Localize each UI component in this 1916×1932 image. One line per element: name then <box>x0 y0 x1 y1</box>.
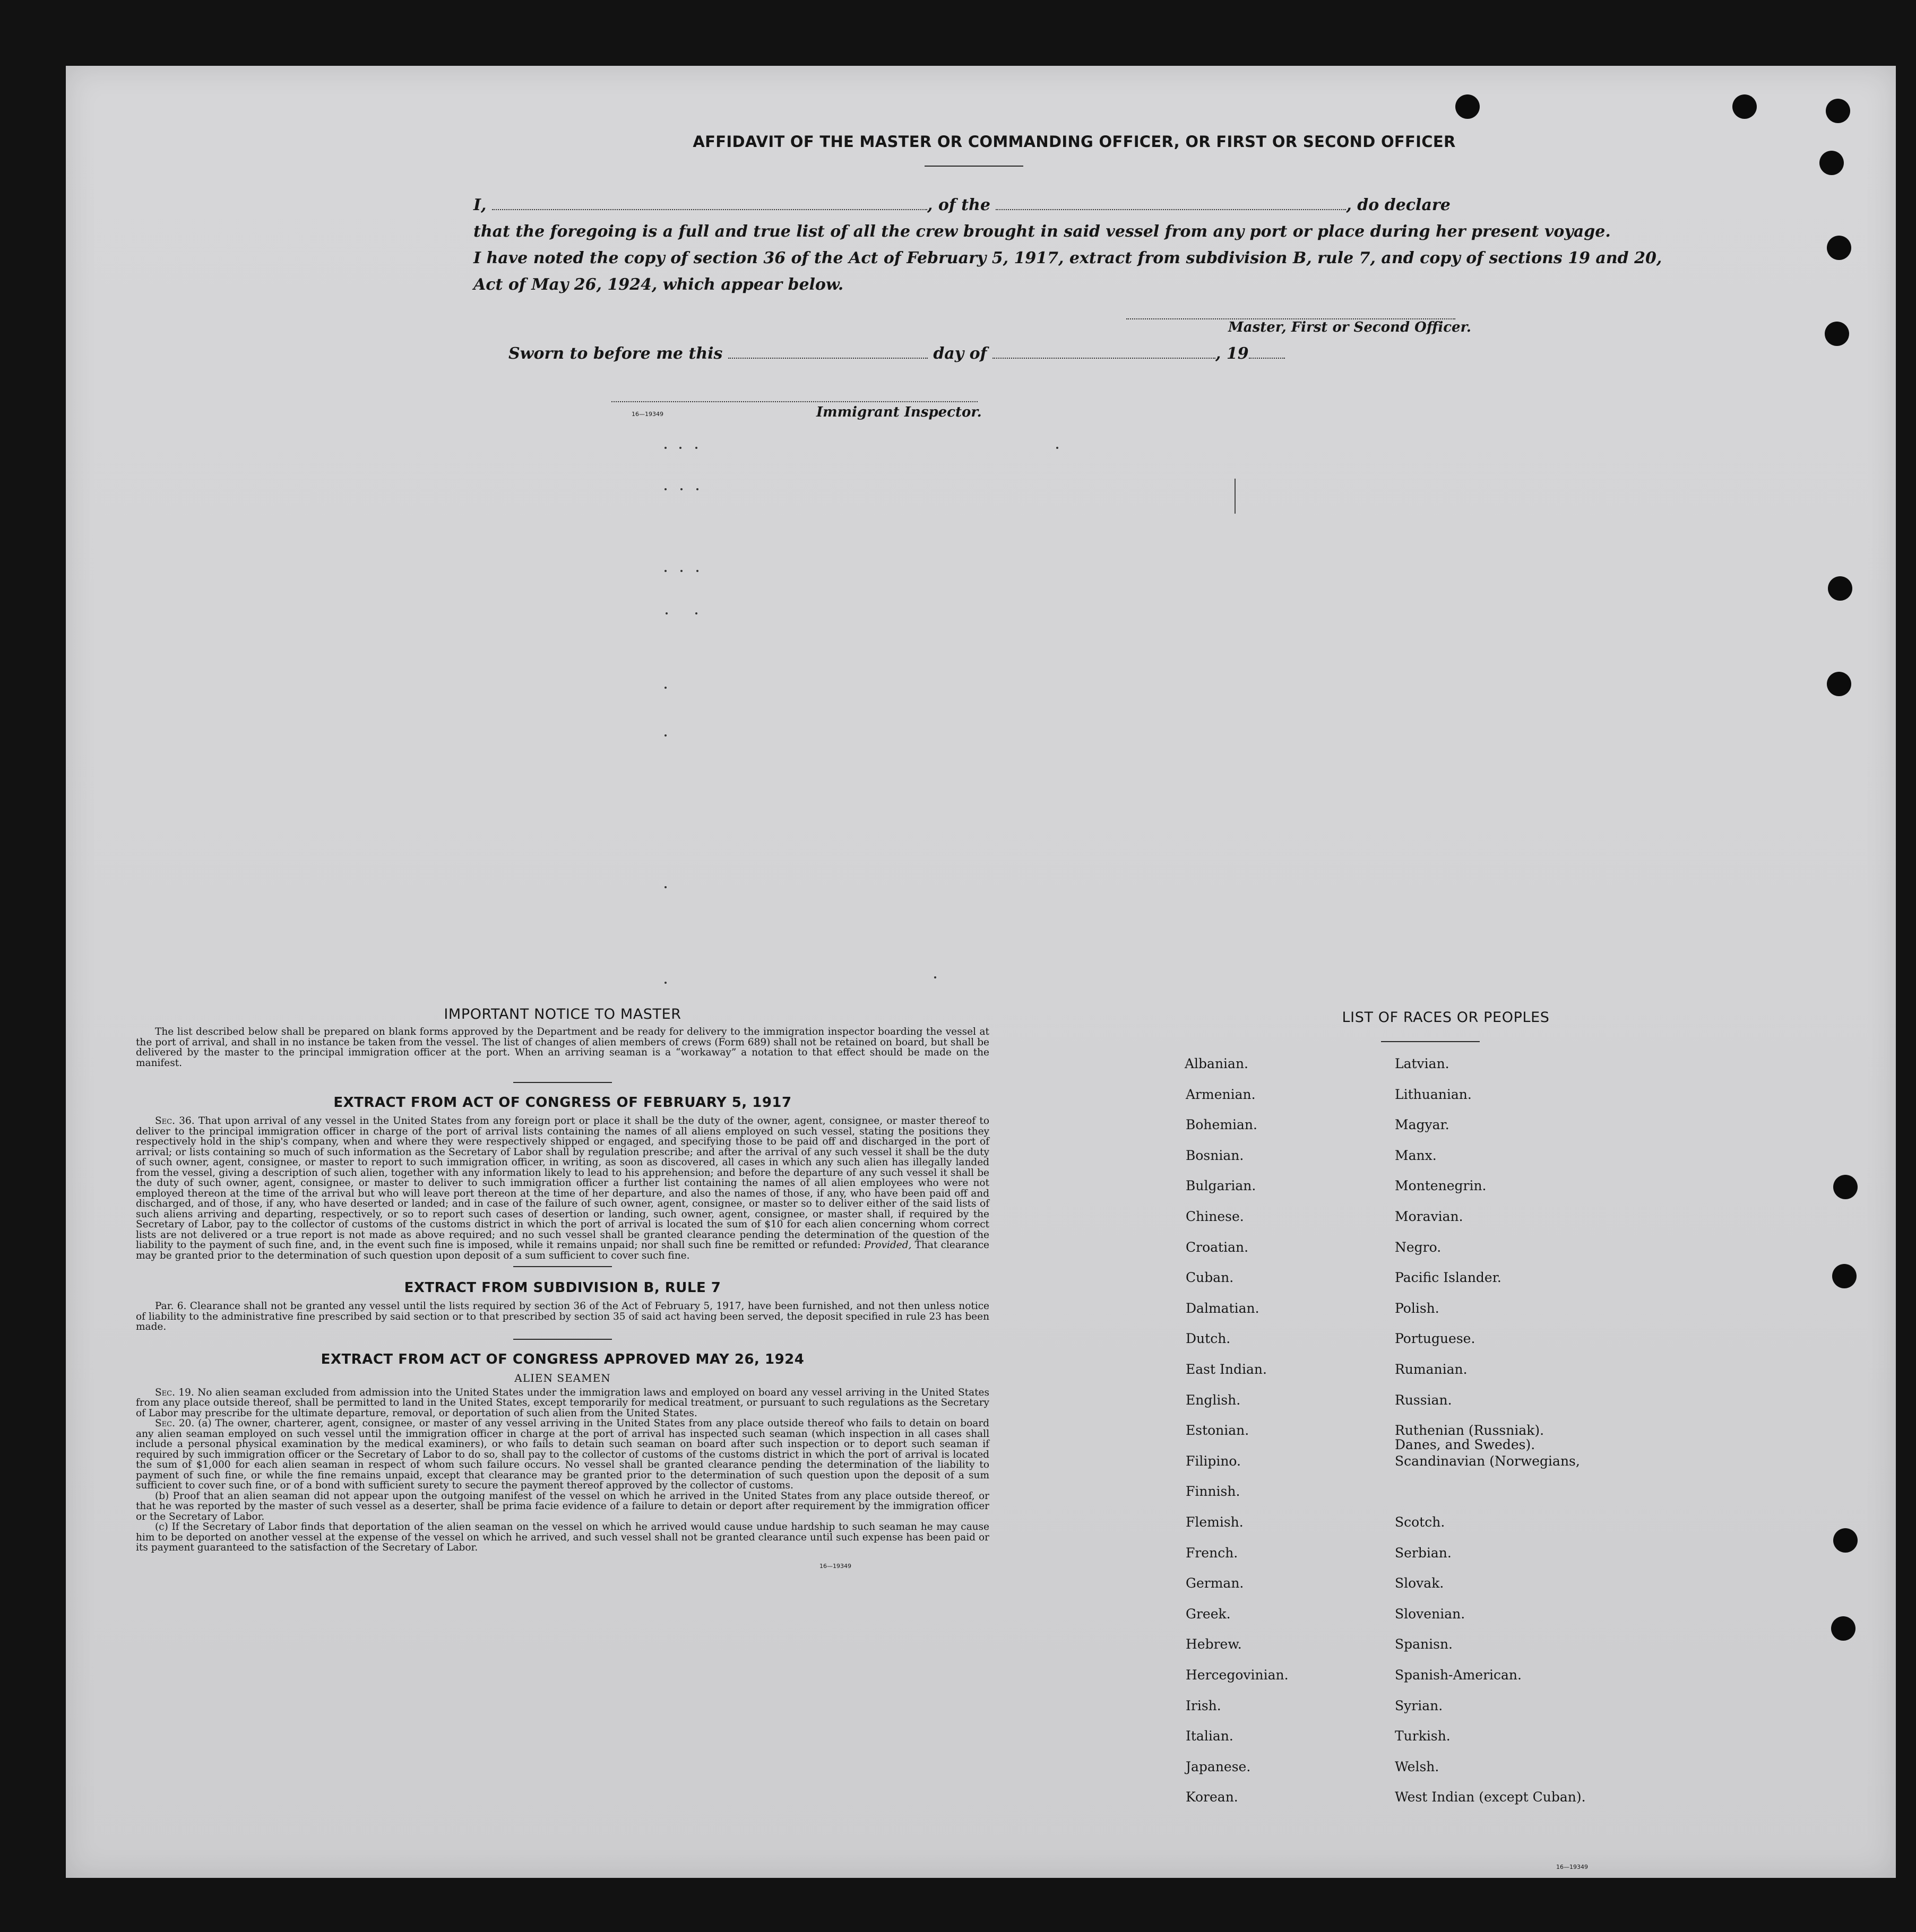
races-list <box>1185 1056 1715 1884</box>
punch-hole <box>1831 1616 1855 1641</box>
document-page <box>66 66 1896 1878</box>
left-column <box>136 1006 989 1570</box>
sec20a-text <box>136 1418 989 1491</box>
notice-title: IMPORTANT NOTICE TO MASTER <box>444 1006 681 1023</box>
race-item: Serbian. <box>1395 1545 1452 1561</box>
sworn-month-field[interactable] <box>992 343 1215 359</box>
divider <box>513 1082 612 1083</box>
extract-rule7-text: Par. 6. Clearance shall not be granted any vessel until the lists required by section 36 of the Act of February 5, 1917, have been furnished, and not then unless notice of liability to the administrative fine prescribed by said section or to that prescribed by section 35 of said act having been served, the deposit specified in rule 23 has been made. <box>136 1301 989 1332</box>
declaration-line-2: that the foregoing is a full and true list of all the crew brought in said vessel from any port or place during her present voyage. <box>473 222 1611 241</box>
race-item: Lithuanian. <box>1395 1087 1472 1102</box>
race-item: Turkish. <box>1395 1728 1451 1744</box>
declaration-line-3: I have noted the copy of section 36 of the Act of February 5, 1917, extract from subdivision B, rule 7, and copy of sections 19 and 20, <box>473 249 1662 267</box>
sec36-text: That upon arrival of any vessel in the United States from any foreign port or place it shall be the duty of the owner, agent, consignee, or master thereof to deliver to the principal immigration officer in charge of the port of arrival lists containing the names of all aliens employed on such vessel, stating the positions they respectively hold in the ship's company, when and where they were respectively shipped or engaged, and specifying those to be paid off and discharged in the port of arrival; or lists containing so much of such information as the Secretary of Labor shall by regulation prescribe; and after the arrival of any such vessel it shall be the duty of such owner, agent, consignee, or master to report to such immigration officer, in writing, as soon as discovered, all cases in which any such alien has illegally landed from the vessel, giving a description of such alien, together with any information likely to lead to his apprehension; and before the departure of any such vessel it shall be the duty of such owner, agent, consignee, or master to deliver to such immigration officer a further list containing the names of all alien employees who were not employed thereon at the time of the arrival but who will leave port thereon at the time of her departure, and also the names of those, if any, who have been paid off and discharged, and of those, if any, who have deserted or landed; and in case of the failure of such owner, agent, consignee, or master so to deliver either of the said lists of such aliens arriving and departing, respectively, or so to report such cases of desertion or landing, such owner, agent, consignee, or master shall, if required by the Secretary of Labor, pay to the collector of customs of the customs district in which the port of arrival is located the sum of $10 for each alien concerning whom correct lists are not delivered or a true report is not made as above required; and no such vessel shall be granted clearance pending the determination of the question of the liability to the payment of such fine, and, in the event such fine is imposed, while it remains unpaid; nor shall such fine be remitted or refunded: <box>136 1115 989 1251</box>
punch-hole <box>1828 576 1852 601</box>
speck <box>664 570 667 572</box>
race-item: Montenegrin. <box>1395 1178 1487 1193</box>
speck <box>680 570 683 572</box>
race-item: Manx. <box>1395 1148 1437 1163</box>
notice-text: The list described below shall be prepared on blank forms approved by the Department and be ready for delivery to the immigration inspector boarding the vessel at the port of arrival, and shall in no instance be taken from the vessel. The list of changes of alien members of crews (Form 689) shall not be retained on board, but shall be delivered by the master to the principal immigration officer at the port. When an arriving seaman is a “workaway” a notation to that effect should be made on the manifest. <box>136 1026 989 1069</box>
speck <box>680 488 683 490</box>
speck <box>696 488 698 490</box>
sworn-label: Sworn to before me this <box>508 344 723 363</box>
race-item: Scotch. <box>1395 1514 1445 1530</box>
race-item: Moravian. <box>1395 1209 1463 1224</box>
race-item: Armenian. <box>1186 1087 1256 1102</box>
sec36-label: Sec. 36. <box>155 1115 195 1127</box>
declaration-line-1 <box>473 192 1556 219</box>
sworn-day-field[interactable] <box>728 343 928 359</box>
speck <box>696 570 698 572</box>
race-item: Spanish-American. <box>1395 1667 1522 1683</box>
race-item: Negro. <box>1395 1240 1442 1255</box>
speck <box>664 886 667 888</box>
extract-1924-subtitle: ALIEN SEAMEN <box>514 1371 611 1384</box>
speck <box>664 687 667 689</box>
punch-hole <box>1827 236 1851 260</box>
race-item: Polish. <box>1395 1301 1439 1316</box>
form-number: 16—19349 <box>1556 1864 1588 1870</box>
title-underline <box>925 166 1023 167</box>
sec20c-text: (c) If the Secretary of Labor finds that deportation of the alien seaman on the vessel on which he arrived would cause undue hardship to such seaman he may cause him to be deported on another vessel at the expense of the vessel on which he arrived, and such vessel shall not be granted clearance until such expense has been paid or its payment guaranteed to the satisfaction of the Secretary of Labor. <box>136 1521 989 1553</box>
form-number: 16—19349 <box>819 1562 851 1570</box>
speck <box>664 488 667 490</box>
race-item: Hercegovinian. <box>1186 1667 1289 1683</box>
race-item: Japanese. <box>1186 1759 1251 1774</box>
race-item: Russian. <box>1395 1392 1452 1408</box>
affidavit-title: AFFIDAVIT OF THE MASTER OR COMMANDING OFFICER, OR FIRST OR SECOND OFFICER <box>693 133 1456 151</box>
punch-hole <box>1819 151 1844 175</box>
speck <box>934 976 936 978</box>
speck <box>679 447 681 449</box>
race-item: Italian. <box>1186 1728 1233 1744</box>
race-item: Finnish. <box>1186 1484 1240 1499</box>
speck <box>695 612 697 614</box>
race-item: Bulgarian. <box>1186 1178 1256 1193</box>
day-of-label: day of <box>933 344 987 363</box>
race-item: Slovak. <box>1395 1575 1444 1591</box>
race-item: Pacific Islander. <box>1395 1270 1501 1285</box>
extract-1917-text <box>136 1116 989 1261</box>
divider <box>513 1339 612 1340</box>
speck <box>1056 447 1058 449</box>
race-item: German. <box>1186 1575 1244 1591</box>
speck <box>664 447 667 449</box>
extract-1917-title: EXTRACT FROM ACT OF CONGRESS OF FEBRUARY 5, 1917 <box>333 1095 792 1111</box>
vessel-field[interactable] <box>996 194 1346 210</box>
of-the-label: , of the <box>927 196 990 214</box>
sec20b-text: (b) Proof that an alien seaman did not appear upon the outgoing manifest of the vessel on which he arrived in the United States from any place outside thereof, or that he was reported by the master of such vessel as a deserter, shall be prima facie evidence of a failure to detain or deport after requirement by the immigration officer or the Secretary of Labor. <box>136 1490 989 1522</box>
inspector-label: Immigrant Inspector. <box>816 404 982 420</box>
extract-rule7-title: EXTRACT FROM SUBDIVISION B, RULE 7 <box>404 1280 721 1296</box>
race-item-continuation: Danes, and Swedes). <box>1395 1437 1535 1452</box>
punch-hole <box>1825 322 1849 346</box>
form-number: 16—19349 <box>632 411 663 418</box>
punch-hole <box>1826 99 1850 123</box>
race-item: Croatian. <box>1186 1240 1249 1255</box>
race-item: Ruthenian (Russniak). <box>1395 1423 1544 1438</box>
race-item: Filipino. <box>1186 1453 1241 1469</box>
race-item: Latvian. <box>1395 1056 1449 1071</box>
speck <box>664 734 667 737</box>
race-item: Flemish. <box>1186 1514 1244 1530</box>
sec36-text-end: That clearance may be granted prior to the determination of such question upon deposit of a sum sufficient to cover such fine. <box>136 1240 990 1261</box>
race-item: English. <box>1186 1392 1241 1408</box>
punch-hole <box>1455 94 1480 119</box>
inspector-signature-line[interactable] <box>611 401 978 402</box>
race-item: Bohemian. <box>1186 1117 1257 1132</box>
name-field[interactable] <box>492 194 927 210</box>
punch-hole <box>1732 94 1757 119</box>
race-item: Slovenian. <box>1395 1606 1465 1622</box>
race-item: Estonian. <box>1186 1423 1249 1438</box>
race-item: Greek. <box>1186 1606 1231 1622</box>
divider <box>513 1266 612 1267</box>
do-declare-label: , do declare <box>1346 196 1451 214</box>
race-item: Dutch. <box>1186 1331 1231 1346</box>
race-item: Albanian. <box>1185 1056 1249 1071</box>
races-title: LIST OF RACES OR PEOPLES <box>1342 1009 1550 1026</box>
punch-hole <box>1833 1528 1858 1553</box>
punch-hole <box>1827 672 1851 696</box>
race-item: Rumanian. <box>1395 1362 1468 1377</box>
sec20a-body: (a) The owner, charterer, agent, consignee, or master of any vessel arriving in the United States from any place outside thereof who fails to detain on board any alien seaman employed on such vessel until the immigration officer in charge at the port of arrival has inspected such seaman (which inspection in all cases shall include a personal physical examination by the medical examiners), or who fails to detain such seaman on board after such inspection or to deport such seaman if required by such immigration officer or the Secretary of Labor to do so, shall pay to the collector of customs of the customs district in which the port of arrival is located the sum of $1,000 for each alien seaman in respect of whom such failure occurs. No vessel shall be granted clearance pending the determination of the liability to payment of such fine, or while the fine remains unpaid, except that clearance may be granted prior to the determination of such question upon the deposit of a sum sufficient to cover such fine, or of a bond with sufficient surety to secure the payment thereof approved by the collector of customs. <box>136 1418 989 1491</box>
race-item: West Indian (except Cuban). <box>1395 1789 1586 1805</box>
race-item: Dalmatian. <box>1186 1301 1259 1316</box>
speck <box>695 447 697 449</box>
race-item: Syrian. <box>1395 1698 1443 1713</box>
race-item: Bosnian. <box>1186 1148 1244 1163</box>
sworn-line <box>508 343 1285 363</box>
divider <box>1381 1041 1480 1042</box>
sec19-text <box>136 1388 989 1419</box>
race-item: Korean. <box>1186 1789 1238 1805</box>
race-item: Magyar. <box>1395 1117 1449 1132</box>
sworn-year-field[interactable] <box>1249 343 1285 359</box>
speck <box>664 982 667 984</box>
race-item: Hebrew. <box>1186 1636 1242 1652</box>
sec19-body: No alien seaman excluded from admission into the United States under the immigration laws and employed on board any vessel arriving in the United States from any place outside thereof, shall be permitted to land in the United States, except temporarily for medical treatment, or pursuant to such regulations as the Secretary of Labor may prescribe for the ultimate departure, removal, or deportation of such alien from the United States. <box>136 1387 989 1419</box>
race-item: Spanisn. <box>1395 1636 1453 1652</box>
speck <box>666 612 668 614</box>
speck-vertical <box>1235 479 1236 514</box>
race-item: Scandinavian (Norwegians, <box>1395 1453 1580 1469</box>
sec20-label: Sec. 20. <box>155 1418 195 1429</box>
race-item: Cuban. <box>1186 1270 1234 1285</box>
punch-hole <box>1833 1175 1858 1199</box>
race-item: Welsh. <box>1395 1759 1439 1774</box>
i-label: I, <box>473 196 487 214</box>
master-signature-label: Master, First or Second Officer. <box>1228 319 1471 335</box>
race-item: East Indian. <box>1186 1362 1267 1377</box>
year-label: , 19 <box>1215 344 1249 363</box>
punch-hole <box>1832 1264 1857 1288</box>
extract-1924-title: EXTRACT FROM ACT OF CONGRESS APPROVED MAY 26, 1924 <box>321 1351 805 1367</box>
affidavit-declaration <box>473 192 1662 298</box>
race-item: Chinese. <box>1186 1209 1244 1224</box>
race-item: French. <box>1186 1545 1238 1561</box>
declaration-line-4: Act of May 26, 1924, which appear below. <box>473 275 844 294</box>
race-item: Irish. <box>1186 1698 1221 1713</box>
race-item: Portuguese. <box>1395 1331 1475 1346</box>
sec19-label: Sec. 19. <box>155 1387 194 1398</box>
provided-label: Provided, <box>864 1240 912 1251</box>
